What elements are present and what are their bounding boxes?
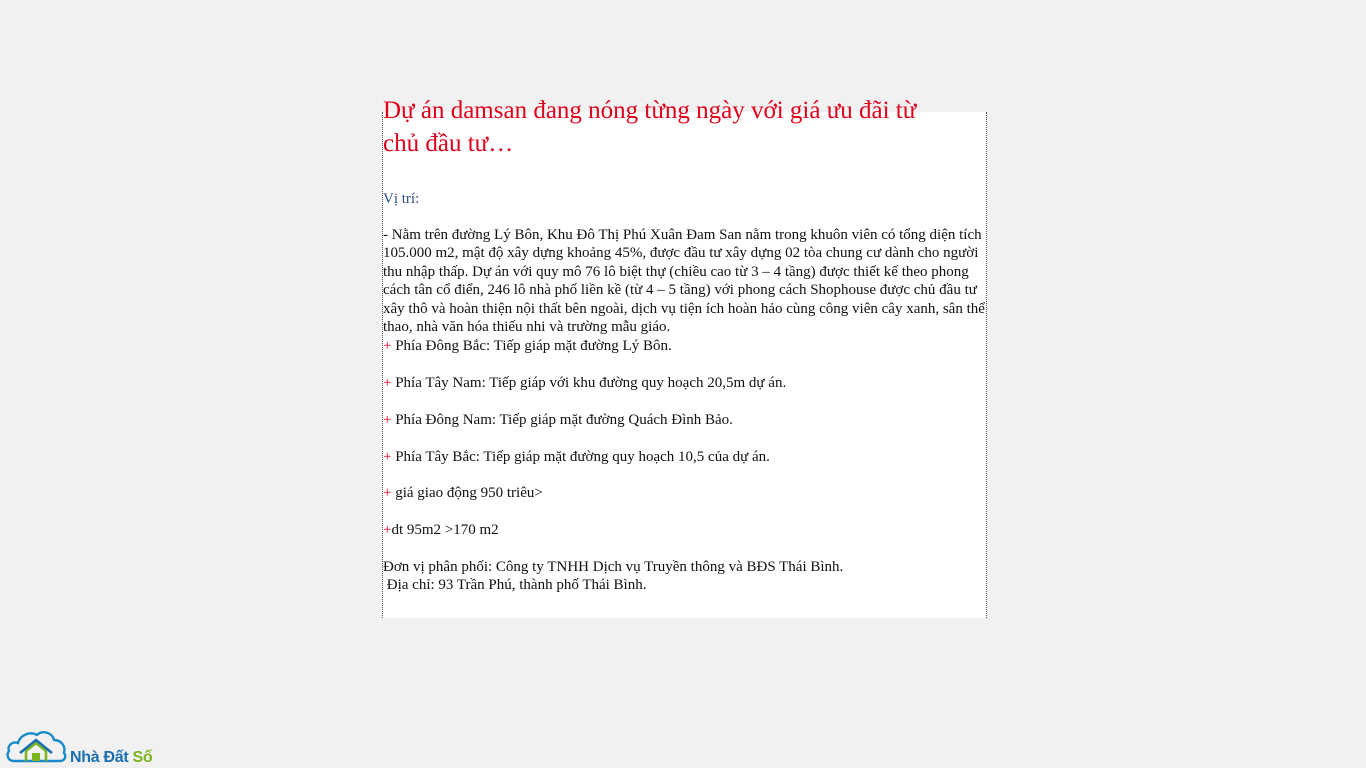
document-page xyxy=(382,97,987,618)
bullet-northeast xyxy=(383,337,672,355)
logo-text xyxy=(70,749,152,767)
bullet-text: Phía Đông Bắc: Tiếp giáp mặt đường Lý Bôn. xyxy=(391,338,672,354)
logo-text-accent: Số xyxy=(132,749,153,766)
bullet-text: Phía Đông Nam: Tiếp giáp mặt đường Quách Đình Bảo. xyxy=(391,412,733,428)
bullet-plus: + xyxy=(383,522,392,538)
description-paragraph: - Nằm trên đường Lý Bôn, Khu Đô Thị Phú Xuân Đam San nằm trong khuôn viên có tổng diện tích 105.000 m2, mật độ xây dựng khoảng 45%, được đầu tư xây dựng 02 tòa chung cư dành cho người thu nhập thấp. Dự án với quy mô 76 lô biệt thự (chiều cao từ 3 – 4 tầng) được thiết kế theo phong cách tân cổ điển, 246 lô nhà phố liền kề (từ 4 – 5 tầng) với phong cách Shophouse được chủ đầu tư xây thô và hoàn thiện nội thất bên ngoài, dịch vụ tiện ích hoàn hảo cùng công viên cây xanh, sân thể thao, nhà văn hóa thiếu nhi và trường mẫu giáo. xyxy=(383,227,985,336)
bullet-text: giá giao động 950 triêu> xyxy=(391,485,543,501)
bullet-southeast xyxy=(383,411,733,429)
page-content xyxy=(383,94,986,593)
location-label: Vị trí: xyxy=(383,191,420,207)
address-line: Địa chỉ: 93 Trần Phú, thành phố Thái Bình. xyxy=(383,577,647,593)
title-line-2: chủ đầu tư… xyxy=(383,130,514,157)
bullet-plus: + xyxy=(383,485,392,501)
bullet-price xyxy=(383,484,543,502)
article-title xyxy=(383,94,986,160)
bullet-text: Phía Tây Nam: Tiếp giáp với khu đường quy hoạch 20,5m dự án. xyxy=(391,375,787,391)
bullet-text: Phía Tây Bắc: Tiếp giáp mặt đường quy hoạch 10,5 của dự án. xyxy=(391,449,770,465)
site-logo[interactable] xyxy=(6,732,152,768)
bullet-plus: + xyxy=(383,412,392,428)
bullet-plus: + xyxy=(383,375,392,391)
bullet-plus: + xyxy=(383,338,392,354)
distributor-line: Đơn vị phân phối: Công ty TNHH Dịch vụ Truyền thông và BĐS Thái Bình. xyxy=(383,559,844,575)
bullet-area xyxy=(383,521,499,539)
logo-text-main: Nhà Đất xyxy=(70,749,133,766)
bullet-text: dt 95m2 >170 m2 xyxy=(391,522,499,538)
bullet-southwest xyxy=(383,374,786,392)
title-line-1: Dự án damsan đang nóng từng ngày với giá ưu đãi từ xyxy=(383,97,917,124)
house-cloud-icon xyxy=(6,727,68,768)
bullet-plus: + xyxy=(383,449,392,465)
bullet-northwest xyxy=(383,448,770,466)
